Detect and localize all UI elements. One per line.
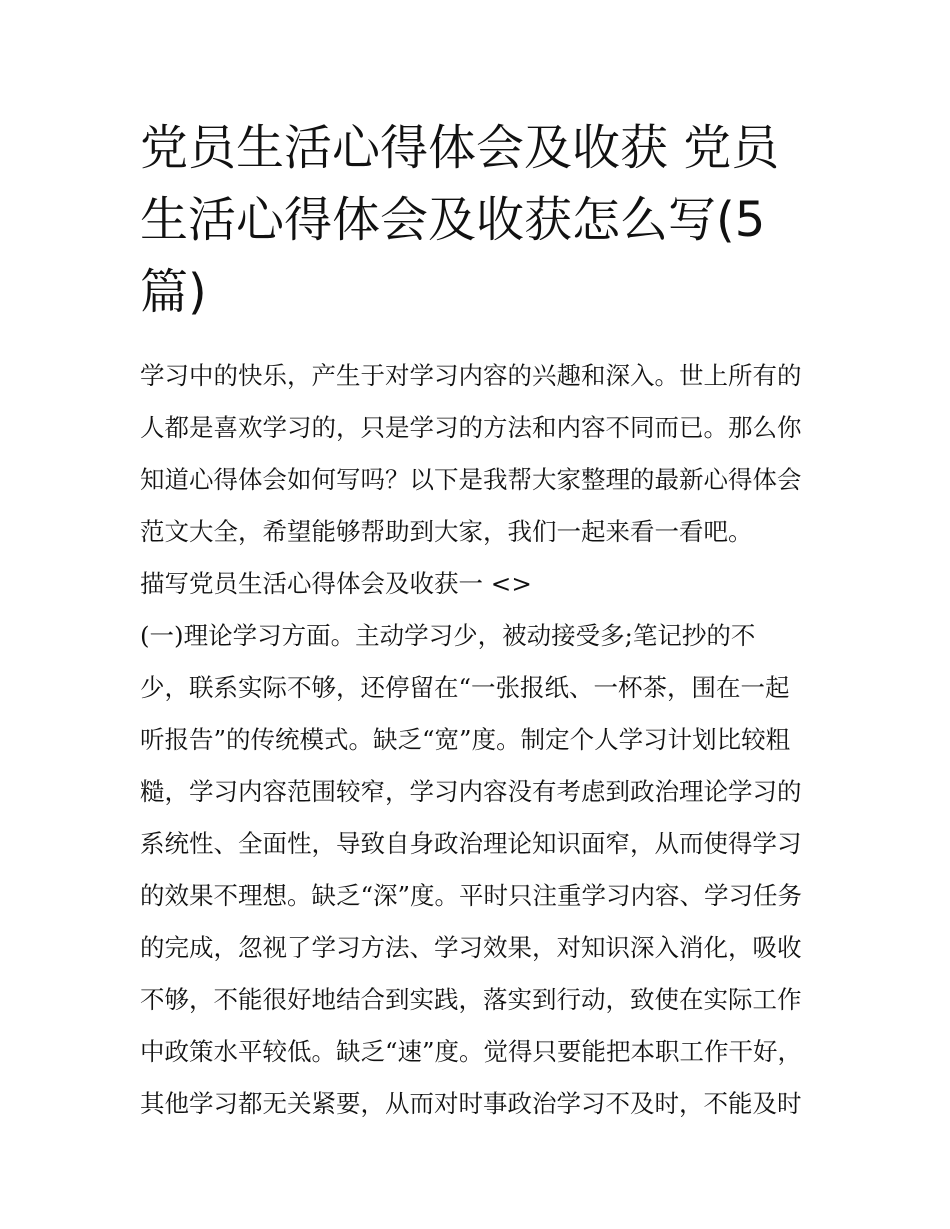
section-line: 少，联系实际不够，还停留在“一张报纸、一杯茶，围在一起	[140, 673, 790, 702]
section-line: 的完成，忽视了学习方法、学习效果，对知识深入消化，吸收	[140, 933, 802, 962]
intro-line: 人都是喜欢学习的，只是学习的方法和内容不同而已。那么你	[140, 413, 802, 442]
section-heading: 描写党员生活心得体会及收获一 <>	[140, 569, 532, 598]
section-line: 其他学习都无关紧要，从而对时事政治学习不及时，不能及时	[140, 1089, 802, 1118]
section-line: 中政策水平较低。缺乏“速”度。觉得只要能把本职工作干好，	[140, 1037, 803, 1066]
document-body	[140, 350, 830, 1130]
intro-line: 知道心得体会如何写吗？以下是我帮大家整理的最新心得体会	[140, 465, 802, 494]
section-line: 系统性、全面性，导致自身政治理论知识面窄，从而使得学习	[140, 829, 802, 858]
intro-line: 学习中的快乐，产生于对学习内容的兴趣和深入。世上所有的	[140, 361, 802, 390]
section-line: 的效果不理想。缺乏“深”度。平时只注重学习内容、学习任务	[140, 881, 803, 910]
section-line: 不够，不能很好地结合到实践，落实到行动，致使在实际工作	[140, 985, 802, 1014]
section-line: 糙，学习内容范围较窄，学习内容没有考虑到政治理论学习的	[140, 777, 802, 806]
intro-line: 范文大全，希望能够帮助到大家，我们一起来看一看吧。	[140, 517, 753, 546]
document-title: 党员生活心得体会及收获 党员生活心得体会及收获怎么写(5篇)	[140, 120, 780, 320]
section-line: (一)理论学习方面。主动学习少，被动接受多;笔记抄的不	[140, 621, 756, 650]
section-line: 听报告”的传统模式。缺乏“宽”度。制定个人学习计划比较粗	[140, 725, 791, 754]
